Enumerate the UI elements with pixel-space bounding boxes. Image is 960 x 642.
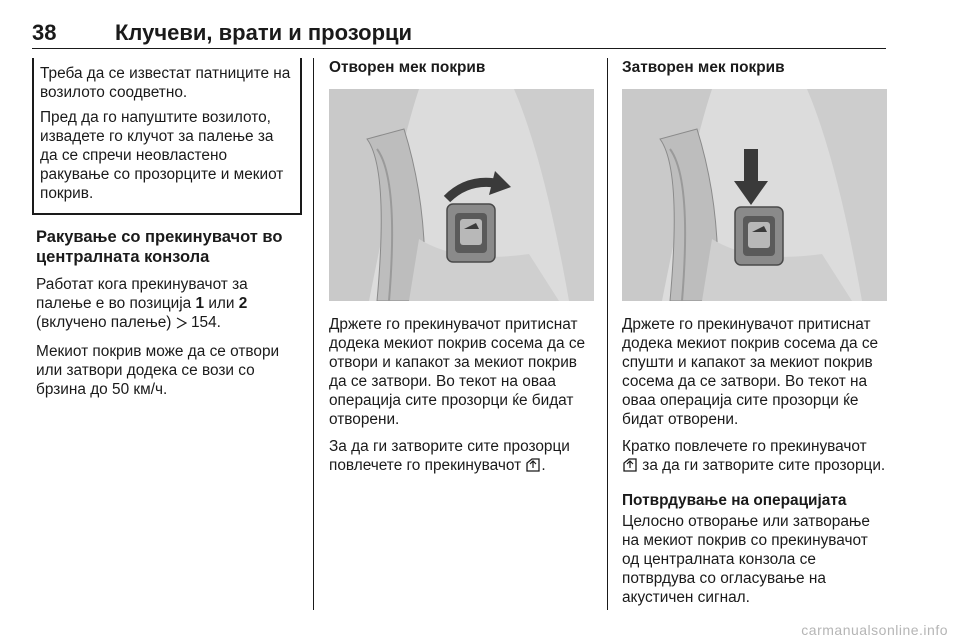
- column-3: [622, 58, 886, 615]
- confirmation-paragraph: Целосно отворање или затворање на мекиот покрив со прекинувачот од централната конзола се потврдува со огласување на акустичен сигнал.: [622, 513, 870, 606]
- watermark: carmanualsonline.info: [801, 622, 948, 638]
- page-reference-icon: [176, 315, 187, 334]
- close-roof-paragraph-1: Држете го прекинувачот притиснат додека мекиот покрив сосема да се спушти и капакот за мекиот покрив сосема да се затвори. Во текот на оваа операција сите прозорци ќе бидат отворени.: [622, 316, 879, 428]
- open-roof-paragraph-1: Држете го прекинувачот притиснат додека мекиот покрив сосема да се отвори и капакот за мекиот покрив да се затвори. Во текот на оваа операција сите прозорци ќе бидат отворени.: [329, 316, 586, 428]
- close-roof-paragraph-2: Кратко повлечете го прекинувачот за да ги затворите сите прозорци.: [622, 437, 886, 477]
- page-reference-link[interactable]: 154.: [190, 314, 221, 331]
- section-heading-open-roof: Отворен мек покрив: [329, 59, 486, 76]
- window-switch-icon: [525, 458, 541, 477]
- column-divider-1: [313, 58, 314, 610]
- close-roof-switch-illustration: [622, 89, 887, 301]
- column-2: [329, 58, 594, 485]
- note-paragraph-2: Пред да го напуштите возилото, извадете го клучот за палење за да се спречи неовластено ракување со прозорците и мекиот покрив.: [40, 109, 284, 202]
- column-1: [36, 58, 298, 407]
- console-switch-paragraph-1: Работат кога прекинувачот за палење е во позиција 1 или 2 (вклучено палење) 154.: [36, 275, 298, 334]
- section-heading-close-roof: Затворен мек покрив: [622, 59, 785, 76]
- open-roof-switch-illustration: [329, 89, 594, 301]
- page-title: Клучеви, врати и прозорци: [115, 20, 413, 45]
- note-paragraph-1: Треба да се известат патниците на возилото соодветно.: [40, 65, 291, 101]
- window-switch-icon: [622, 458, 638, 477]
- console-switch-paragraph-2: Мекиот покрив може да се отвори или затвори додека се вози со брзина до 50 км/ч.: [36, 343, 280, 398]
- section-heading-console-switch: Ракување со прекинувачот во централната конзола: [36, 228, 283, 266]
- section-heading-confirmation: Потврдување на операцијата: [622, 492, 847, 509]
- page-number: 38: [32, 20, 57, 45]
- column-divider-2: [607, 58, 608, 610]
- page-header: [32, 18, 886, 49]
- open-roof-paragraph-2: За да ги затворите сите прозорци повлечете го прекинувачот .: [329, 437, 594, 477]
- note-box: [32, 58, 302, 215]
